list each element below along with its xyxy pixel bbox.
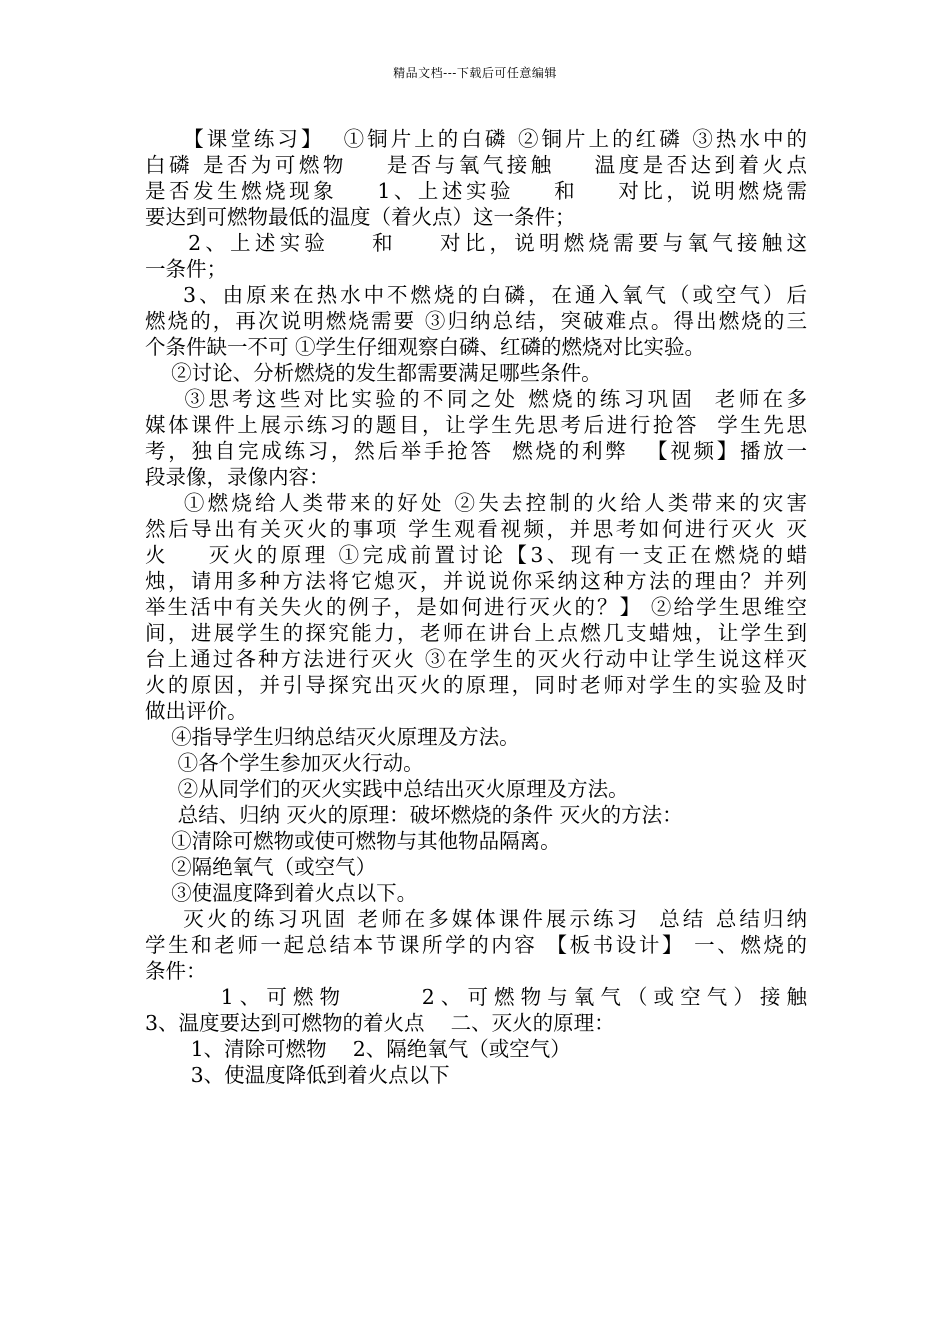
text-line: ③使温度降到着火点以下。 bbox=[145, 881, 418, 905]
text-line: 要达到可燃物最低的温度（着火点）这一条件； bbox=[145, 205, 576, 229]
text-line: 3、温度要达到可燃物的着火点 二、灭火的原理： bbox=[145, 1011, 615, 1035]
text-line: 是否发生燃烧现象 1、上述实验 和 对比，说明燃烧需 bbox=[145, 179, 807, 203]
text-line: ②隔绝氧气（或空气） bbox=[145, 855, 377, 879]
text-line: 火的原因，并引导探究出灭火的原理，同时老师对学生的实验及时 bbox=[145, 673, 807, 697]
text-line: 一条件； bbox=[145, 257, 227, 281]
text-line: 【课堂练习】 ①铜片上的白磷 ②铜片上的红磷 ③热水中的 bbox=[145, 127, 807, 151]
text-line: ③思考这些对比实验的不同之处 燃烧的练习巩固 老师在多 bbox=[145, 387, 807, 411]
text-line: 间，进展学生的探究能力，老师在讲台上点燃几支蜡烛，让学生到 bbox=[145, 621, 807, 645]
text-line: 个条件缺一不可 ①学生仔细观察白磷、红磷的燃烧对比实验。 bbox=[145, 335, 706, 359]
text-line: 媒体课件上展示练习的题目，让学生先思考后进行抢答 学生先思 bbox=[145, 413, 807, 437]
text-line: ①各个学生参加灭火行动。 bbox=[145, 751, 424, 775]
text-line: 段录像，录像内容： bbox=[145, 465, 330, 489]
document-body bbox=[145, 126, 807, 1088]
text-line: 考，独自完成练习，然后举手抢答 燃烧的利弊 【视频】播放一 bbox=[145, 439, 807, 463]
text-line: 总结、归纳 灭火的原理：破坏燃烧的条件 灭火的方法： bbox=[145, 803, 683, 827]
text-line: 3、由原来在热水中不燃烧的白磷，在通入氧气（或空气）后 bbox=[145, 283, 807, 307]
text-line: 1、清除可燃物 2、隔绝氧气（或空气） bbox=[145, 1037, 571, 1061]
text-line: 条件： bbox=[145, 959, 207, 983]
text-line: 3、使温度降低到着火点以下 bbox=[145, 1063, 450, 1087]
text-line: ④指导学生归纳总结灭火原理及方法。 bbox=[145, 725, 520, 749]
text-line: 1、可燃物 2、可燃物与氧气（或空气）接触 bbox=[145, 985, 807, 1009]
text-line: 烛，请用多种方法将它熄灭，并说说你采纳这种方法的理由？并列 bbox=[145, 569, 807, 593]
text-line: 灭火的练习巩固 老师在多媒体课件展示练习 总结 总结归纳 bbox=[145, 907, 807, 931]
text-line: 火 灭火的原理 ①完成前置讨论【3、现有一支正在燃烧的蜡 bbox=[145, 543, 807, 567]
text-line: 举生活中有关失火的例子，是如何进行灭火的？】 ②给学生思维空 bbox=[145, 595, 807, 619]
text-line: 然后导出有关灭火的事项 学生观看视频，并思考如何进行灭火 灭 bbox=[145, 517, 807, 541]
text-line: 学生和老师一起总结本节课所学的内容 【板书设计】 一、燃烧的 bbox=[145, 933, 807, 957]
text-line: 台上通过各种方法进行灭火 ③在学生的灭火行动中让学生说这样灭 bbox=[145, 647, 807, 671]
text-line: 燃烧的，再次说明燃烧需要 ③归纳总结，突破难点。得出燃烧的三 bbox=[145, 309, 807, 333]
text-line: ②从同学们的灭火实践中总结出灭火原理及方法。 bbox=[145, 777, 629, 801]
text-line: ①燃烧给人类带来的好处 ②失去控制的火给人类带来的灾害 bbox=[145, 491, 807, 515]
text-line: 做出评价。 bbox=[145, 699, 248, 723]
text-line: 2、上述实验 和 对比，说明燃烧需要与氧气接触这 bbox=[145, 231, 807, 255]
text-line: ①清除可燃物或使可燃物与其他物品隔离。 bbox=[145, 829, 561, 853]
page-header: 精品文档---下载后可任意编辑 bbox=[393, 66, 557, 80]
text-line: 白磷 是否为可燃物 是否与氧气接触 温度是否达到着火点 bbox=[145, 153, 807, 177]
text-line: ②讨论、分析燃烧的发生都需要满足哪些条件。 bbox=[145, 361, 602, 385]
